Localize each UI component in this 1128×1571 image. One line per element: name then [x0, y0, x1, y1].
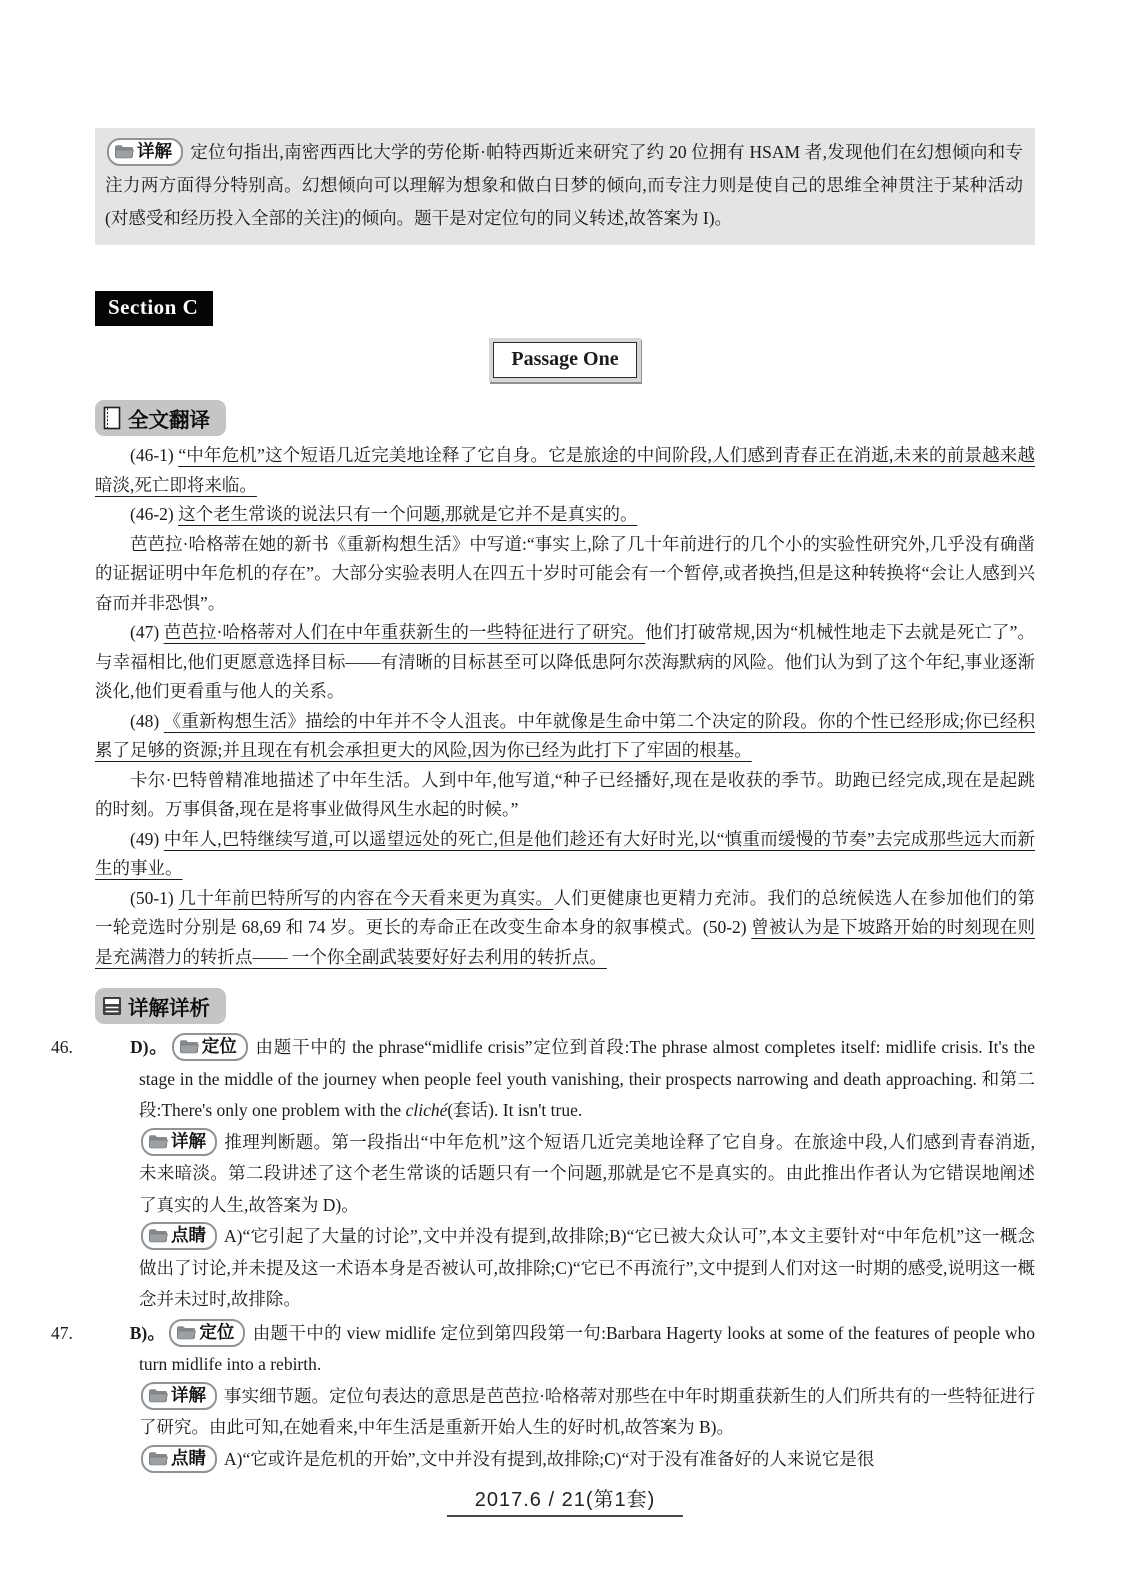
translation-body	[95, 441, 1035, 972]
passage-title: Passage One	[493, 342, 636, 378]
passage-title-row	[95, 342, 1035, 378]
notebook-icon	[101, 406, 123, 430]
translation-paragraph	[95, 618, 1035, 707]
question-number: 47.	[51, 1322, 73, 1343]
explanation-text: 定位句指出,南密西西比大学的劳伦斯·帕特西斯近来研究了约 20 位拥有 HSAM 者,发现他们在幻想倾向和专注力两方面得分特别高。幻想倾向可以理解为想象和做白日梦的倾向,而专注力则是使自己的思维全神贯注于某种活动(对感受和经历投入全部的关注)的倾向。题干是对定位句的同义转述,故答案为 I)。	[105, 142, 1023, 228]
text-segment: (46-2)	[130, 504, 179, 524]
notepad-icon	[101, 995, 123, 1017]
text-segment: (47)	[130, 622, 164, 642]
explain-tag	[141, 1382, 217, 1410]
explain-tag-label: 详解	[137, 141, 172, 161]
text-segment: 推理判断题。第一段指出“中年危机”这个短语几近完美地诠释了它自身。在旅途中段,人们感到青春消逝,未来暗淡。第二段讲述了这个老生常谈的话题只有一个问题,那就是它不是真实的。由此推出作者认为它错误地阐述了真实的人生,故答案为 D)。	[139, 1131, 1035, 1215]
text-segment: 他们打破常规,因为“机械性地走下去就是死亡了”。与幸福相比,他们更愿意选择目标——有清晰的目标甚至可以降低患阿尔茨海默病的风险。他们认为到了这个年纪,事业逐渐淡化,他们更看重与他人的关系。	[95, 622, 1035, 701]
folder-icon	[148, 1388, 168, 1403]
translation-paragraph	[95, 884, 1035, 973]
tips-tag	[141, 1222, 217, 1250]
analysis-block	[95, 1444, 1035, 1476]
text-segment: 《重新构想生活》描绘的中年并不令人沮丧。中年就像是生命中第二个决定的阶段。你的个性已经形成;你已经积累了足够的资源;并且现在有机会承担更大的风险,因为你已经为此打下了牢固的根基。	[95, 710, 1036, 760]
locate-tag	[169, 1319, 245, 1347]
text-segment: cliché	[405, 1100, 448, 1120]
translation-paragraph	[95, 707, 1035, 766]
text-segment: A)“它引起了大量的讨论”,文中并没有提到,故排除;B)“它已被大众认可”,本文主要针对“中年危机”这一概念做出了讨论,并未提及这一术语本身是否被认可,故排除;C)“它已不再流行”,文中提到人们对这一时期的感受,说明这一概念并未过时,故排除。	[139, 1226, 1035, 1309]
text-segment: 芭芭拉·哈格蒂在她的新书《重新构想生活》中写道:“事实上,除了几十年前进行的几个小的实验性研究外,几乎没有确凿的证据证明中年危机的存在”。大部分实验表明人在四五十岁时可能会有一个暂停,或者换挡,但是这种转换将“会让人感到兴奋而并非恐惧”。	[95, 533, 1036, 613]
translation-paragraph	[95, 825, 1035, 884]
folder-icon	[148, 1134, 168, 1149]
folder-icon	[114, 144, 134, 159]
answer-explanation-box	[95, 128, 1035, 245]
question-number: 46.	[51, 1037, 73, 1057]
footer-row	[95, 1483, 1035, 1517]
translation-header-row	[95, 378, 1035, 436]
text-segment: 中年人,巴特继续写道,可以遥望远处的死亡,但是他们趁还有大好时光,以“慎重而缓慢的节奏”去完成那些远大而新生的事业。	[95, 828, 1036, 878]
analysis-header	[95, 988, 226, 1024]
text-segment: 几十年前巴特所写的内容在今天看来更为真实。	[178, 887, 554, 908]
tag-label: 定位	[201, 1036, 237, 1056]
text-segment: 卡尔·巴特曾精准地描述了中年生活。人到中年,他写道,“种子已经播好,现在是收获的季节。助跑已经完成,现在是起跳的时刻。万事俱备,现在是将事业做得风生水起的时候。”	[95, 769, 1035, 819]
text-segment: 曾被认为是下坡路开始的时刻现在则是充满潜力的转折点—— 一个你全副武装要好好去利用的转折点。	[95, 917, 1036, 967]
analysis-header-row	[95, 972, 1035, 1024]
translation-header-label: 全文翻译	[128, 409, 210, 432]
analysis-body	[51, 1032, 1036, 1475]
analysis-block	[95, 1127, 1035, 1222]
translation-paragraph	[95, 441, 1035, 500]
analysis-block	[51, 1032, 1036, 1127]
tag-label: 定位	[199, 1321, 235, 1342]
translation-paragraph	[95, 766, 1035, 825]
explain-tag	[107, 138, 183, 166]
text-segment: 人们更健康也更精力充沛。我们的总统候选人在参加他们的第一轮竞选时分别是 68,69 和 74 岁。更长的寿命正在改变生命本身的叙事模式。(50-2)	[95, 887, 1036, 937]
text-segment: (49)	[130, 828, 164, 849]
tag-label: 详解	[171, 1130, 206, 1151]
page-footer: 2017.6 / 21(第1套)	[447, 1483, 684, 1517]
text-segment: (48)	[130, 710, 164, 731]
folder-icon	[179, 1039, 199, 1054]
tag-label: 详解	[171, 1384, 206, 1405]
translation-paragraph	[95, 500, 1035, 530]
tips-tag	[141, 1445, 217, 1473]
explain-tag	[141, 1128, 217, 1156]
text-segment: “中年危机”这个短语几近完美地诠释了它自身。它是旅途的中间阶段,人们感到青春正在消逝,未来的前景越来越暗淡,死亡即将来临。	[95, 445, 1036, 495]
folder-icon	[148, 1451, 168, 1466]
text-segment: 由题干中的 view midlife 定位到第四段第一句:Barbara Hagerty looks at some of the features of people who turn midlife into a rebirth.	[139, 1322, 1036, 1374]
text-segment: 这个老生常谈的说法只有一个问题,那就是它并不是真实的。	[178, 504, 638, 524]
tag-label: 点睛	[171, 1447, 206, 1468]
analysis-item	[51, 1032, 1036, 1316]
analysis-block	[95, 1381, 1035, 1444]
tag-label: 点睛	[171, 1225, 206, 1245]
text-segment: (套话). It isn't true.	[447, 1100, 583, 1120]
analysis-header-label: 详解详析	[128, 997, 210, 1020]
analysis-item	[51, 1318, 1036, 1476]
text-segment: 芭芭拉·哈格蒂对人们在中年重获新生的一些特征进行了研究。	[163, 622, 646, 642]
folder-icon	[176, 1325, 196, 1340]
text-segment: (50-1)	[130, 887, 179, 908]
folder-icon	[148, 1228, 168, 1243]
section-c-header: Section C	[95, 291, 213, 326]
translation-header	[95, 400, 226, 436]
answer-letter: B)。	[129, 1322, 166, 1343]
answer-letter: D)。	[130, 1037, 168, 1057]
text-segment: 事实细节题。定位句表达的意思是芭芭拉·哈格蒂对那些在中年时期重获新生的人们所共有的一些特征进行了研究。由此可知,在她看来,中年生活是重新开始人生的好时机,故答案为 B)。	[139, 1385, 1035, 1437]
text-segment: A)“它或许是危机的开始”,文中并没有提到,故排除;C)“对于没有准备好的人来说它是很	[224, 1448, 875, 1469]
locate-tag	[172, 1033, 248, 1061]
translation-paragraph	[95, 530, 1035, 619]
analysis-block	[95, 1221, 1035, 1316]
text-segment: (46-1)	[130, 445, 179, 465]
analysis-block	[51, 1318, 1036, 1381]
text-segment: 由题干中的 the phrase“midlife crisis”定位到首段:The phrase almost completes itself: midlife crisis. It's the stage in the middle of the journey when people feel youth vanishing, their prospects narrowing and death approaching. 和第二段:There's only one problem with the	[139, 1037, 1036, 1120]
